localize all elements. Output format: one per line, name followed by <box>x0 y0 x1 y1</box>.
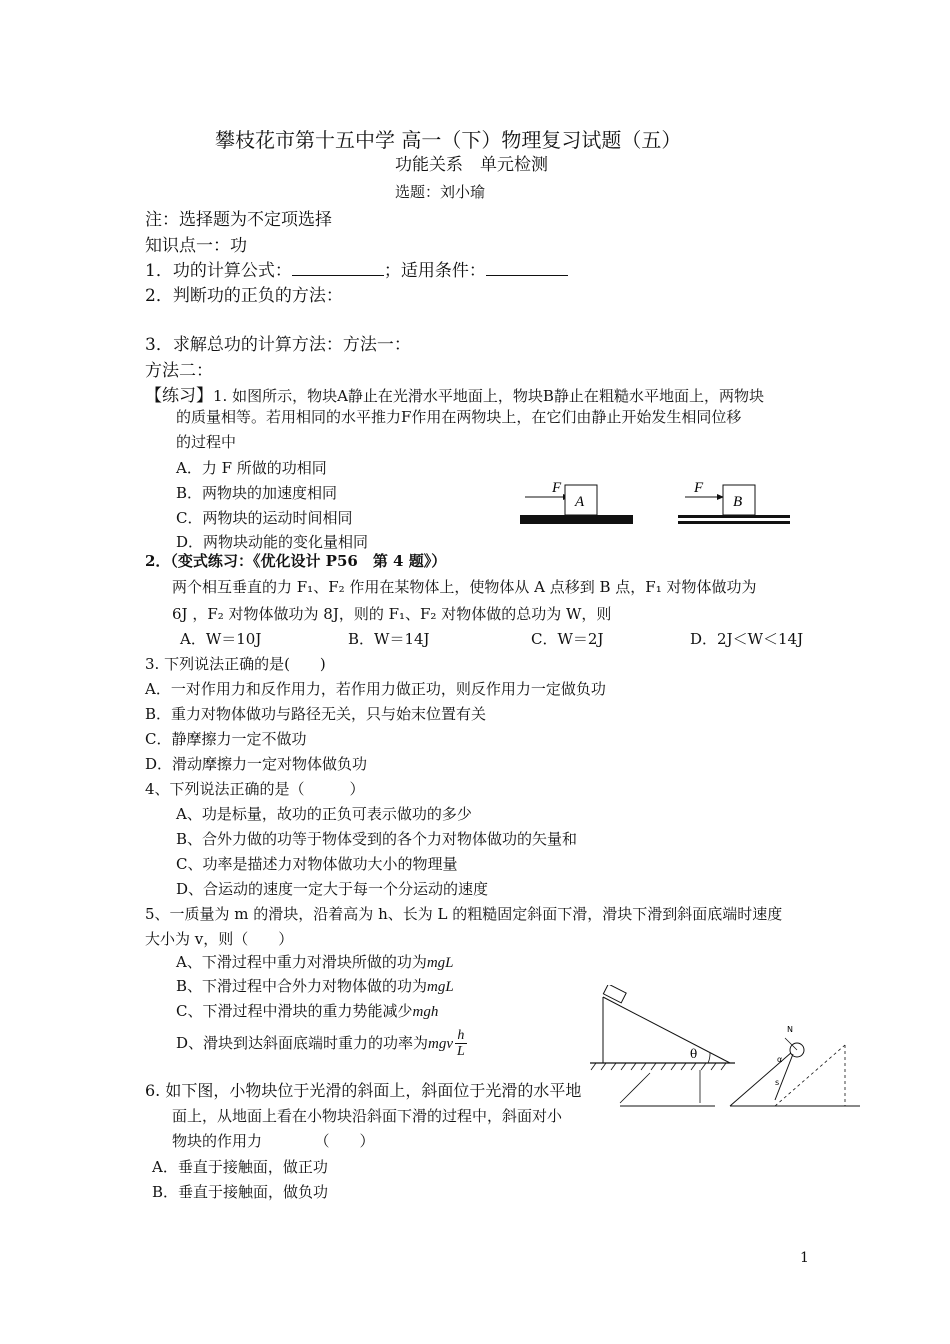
page-title: 攀枝花市第十五中学 高一（下）物理复习试题（五） <box>215 128 682 152</box>
q6-figure <box>615 1020 865 1115</box>
q5-option-a <box>176 951 454 972</box>
question-2-line: 2．判断功的正负的方法： <box>145 286 343 306</box>
q2-option-d: D．2J＜W＜14J <box>690 630 804 648</box>
question-1-line <box>145 256 568 281</box>
ground-b-bottom <box>678 521 790 524</box>
q6-line2: 面上，从地面上看在小物块沿斜面下滑的过程中，斜面对小 <box>172 1107 563 1125</box>
question-3-line: 3．求解总功的计算方法：方法一： <box>145 335 411 355</box>
practice-tag: 【练习】 <box>145 386 213 406</box>
q4-option-a: A、功是标量，故功的正负可表示做功的多少 <box>176 805 472 823</box>
force-label-a: F <box>552 480 562 496</box>
q2-option-c: C．W＝2J <box>531 630 604 648</box>
q5-option-d-text: D、滑块到达斜面底端时重力的功率为 <box>176 1033 429 1052</box>
q6-option-a: A．垂直于接触面，做正功 <box>152 1158 328 1176</box>
blank-condition[interactable] <box>486 261 568 276</box>
q5-option-d-expr: mgv <box>428 1035 454 1052</box>
page-number: 1 <box>800 1250 809 1266</box>
q5-option-b-text: B、下滑过程中合外力对物体做的功为 <box>176 977 428 995</box>
q5-fraction <box>455 1028 467 1060</box>
q2-header: 2．（变式练习：《优化设计 P56 第 4 题》） <box>145 552 447 570</box>
fraction-denominator: L <box>457 1044 465 1060</box>
page-subtitle: 功能关系 单元检测 <box>395 155 548 175</box>
block-a-label: A <box>575 494 585 510</box>
q6-line1: 6. 如下图，小物块位于光滑的斜面上，斜面位于光滑的水平地 <box>145 1081 582 1100</box>
practice-1-option-a: A．力 F 所做的功相同 <box>176 459 327 477</box>
alpha-label: α <box>777 1055 783 1064</box>
author-line: 选题：刘小瑜 <box>395 183 486 201</box>
note-line: 注：选择题为不定项选择 <box>145 210 332 230</box>
ground-b-top <box>678 515 790 518</box>
practice-1-text1: 1. 如图所示，物块A静止在光滑水平地面上，物块B静止在粗糙水平地面上，两物块 <box>213 387 764 405</box>
q3-stem: 3. 下列说法正确的是( ) <box>145 655 326 673</box>
practice-1-option-c: C．两物块的运动时间相同 <box>176 509 353 527</box>
q4-option-c: C、功率是描述力对物体做功大小的物理量 <box>176 855 458 873</box>
fraction-numerator: h <box>455 1028 467 1044</box>
q2-option-a: A．W＝10J <box>180 630 262 648</box>
force-label-b: F <box>694 480 704 496</box>
q5-line2: 大小为 v，则（ ） <box>145 930 294 948</box>
q3-option-a: A．一对作用力和反作用力，若作用力做正功，则反作用力一定做负功 <box>145 680 606 698</box>
q3-option-b: B．重力对物体做功与路径无关，只与始末位置有关 <box>145 705 487 723</box>
theta-label: θ <box>690 1047 698 1061</box>
q1-prefix: 1．功的计算公式： <box>145 261 292 281</box>
practice-1-line3: 的过程中 <box>176 433 237 451</box>
q5-option-b <box>176 975 454 996</box>
practice-1-option-b: B．两物块的加速度相同 <box>176 484 338 502</box>
q5-line1: 5、一质量为 m 的滑块，沿着高为 h、长为 L 的粗糙固定斜面下滑，滑块下滑到斜面底端时速度 <box>145 905 783 923</box>
q5-option-c <box>176 1000 438 1021</box>
q4-stem: 4、下列说法正确的是（ ） <box>145 780 365 798</box>
slider-block <box>603 985 626 1003</box>
q6-line3: 物块的作用力 （ ） <box>172 1132 375 1150</box>
n-label: N <box>787 1025 793 1034</box>
block-b-label: B <box>733 494 743 510</box>
practice-1-line2: 的质量相等。若用相同的水平推力F作用在两物块上，在它们由静止开始发生相同位移 <box>176 408 742 426</box>
q3-option-d: D．滑动摩擦力一定对物体做负功 <box>145 755 368 773</box>
ground-a <box>520 515 633 524</box>
q2-line1: 两个相互垂直的力 F₁、F₂ 作用在某物体上，使物体从 A 点移到 B 点，F₁ 对物体做功为 <box>172 578 757 596</box>
q5-option-d <box>176 1028 467 1060</box>
q5-option-b-expr: mgL <box>427 979 454 995</box>
blank-formula[interactable] <box>292 261 384 276</box>
method-2-line: 方法二： <box>145 361 213 381</box>
q4-option-b: B、合外力做的功等于物体受到的各个力对物体做功的矢量和 <box>176 830 578 848</box>
s-label: s <box>775 1078 780 1087</box>
q5-option-c-expr: mgh <box>412 1004 439 1020</box>
q5-option-a-text: A、下滑过程中重力对滑块所做的功为 <box>176 953 427 971</box>
q2-line2: 6J ，F₂ 对物体做功为 8J，则的 F₁、F₂ 对物体做的总功为 W，则 <box>172 605 612 623</box>
q1-mid: ；适用条件： <box>383 261 486 281</box>
q5-option-a-expr: mgL <box>426 955 454 971</box>
knowledge-point: 知识点一：功 <box>145 236 247 256</box>
practice-1-line1 <box>145 381 764 406</box>
q3-option-c: C．静摩擦力一定不做功 <box>145 730 307 748</box>
q5-option-c-text: C、下滑过程中滑块的重力势能减少 <box>176 1002 413 1020</box>
q2-option-b: B．W＝14J <box>348 630 430 648</box>
blocks-figure <box>515 475 800 530</box>
q6-option-b: B．垂直于接触面，做负功 <box>152 1183 329 1201</box>
practice-1-option-d: D．两物块动能的变化量相同 <box>176 533 369 551</box>
q4-option-d: D、合运动的速度一定大于每一个分运动的速度 <box>176 880 489 898</box>
